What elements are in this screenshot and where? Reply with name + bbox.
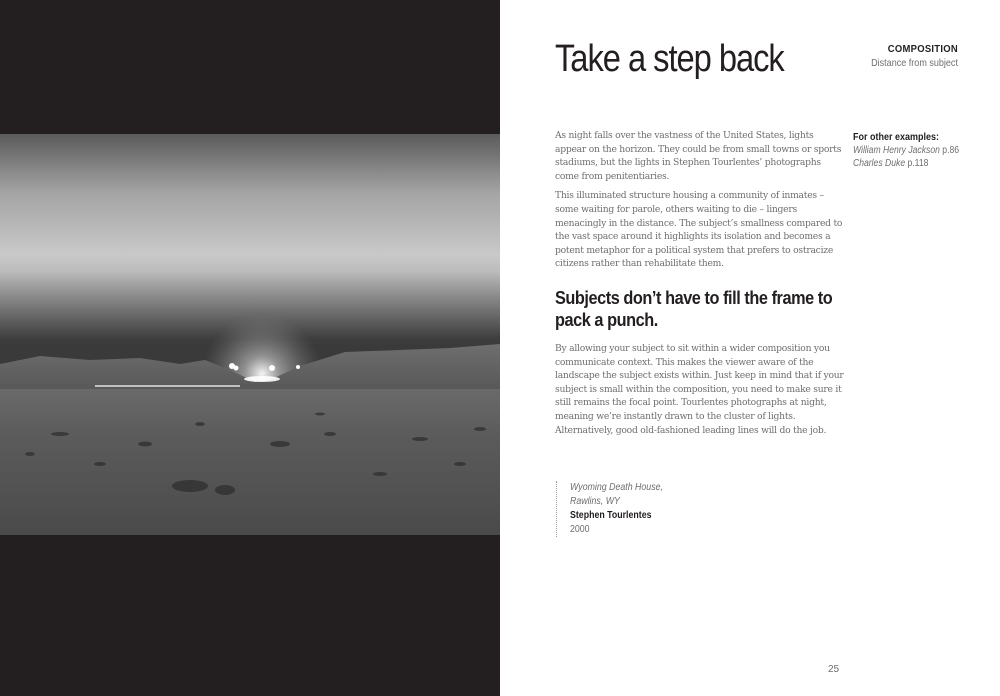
example-reference [853, 144, 959, 157]
example-reference [853, 157, 959, 170]
page-title: Take a step back [555, 38, 784, 80]
section-subcategory: Distance from subject [871, 57, 958, 69]
caption-title-line2: Rawlins, WY [570, 496, 620, 507]
other-examples [853, 131, 976, 170]
example-page: p.86 [942, 145, 960, 156]
photo-caption [556, 481, 676, 537]
body-column [555, 129, 845, 443]
body-paragraph: As night falls over the vastness of the United States, lights appear on the horizon. They could be from small towns or sports stadiums, but the lights in Stephen Tourlentes’ photographs come from penitentiaries. [555, 130, 842, 182]
example-name: Charles Duke [853, 158, 906, 169]
photograph [0, 134, 500, 535]
desert-night-photo [0, 134, 500, 535]
example-page: p.118 [907, 158, 929, 169]
section-label [857, 42, 958, 70]
caption-year: 2000 [570, 524, 590, 535]
body-paragraph: By allowing your subject to sit within a wider composition you communicate context. This makes the viewer aware of the landscape the subject exists within. Just keep in mind that if your subject is small within the composition, you need to make sure it still remains the focal point. Tourlentes photographs at night, meaning we’re instantly drawn to the cluster of lights. Alternatively, good old-fashioned leading lines will do the job. [555, 342, 844, 436]
caption-title-line1: Wyoming Death House, [570, 482, 663, 493]
subheading: Subjects don’t have to fill the frame to pack a punch. [555, 286, 833, 330]
example-name: William Henry Jackson [853, 145, 940, 156]
caption-photographer: Stephen Tourlentes [570, 510, 652, 521]
body-paragraph: This illuminated structure housing a community of inmates – some waiting for parole, others waiting to die – lingers menacingly in the distance. The subject’s smallness compared to the vast space around it highlights its isolation and becomes a potent metaphor for a political system that prefers to ostracize citizens rather than rehabilitate them. [555, 190, 843, 270]
other-examples-heading: For other examples: [853, 132, 940, 143]
page-number: 25 [828, 664, 840, 675]
section-category: COMPOSITION [887, 43, 958, 55]
